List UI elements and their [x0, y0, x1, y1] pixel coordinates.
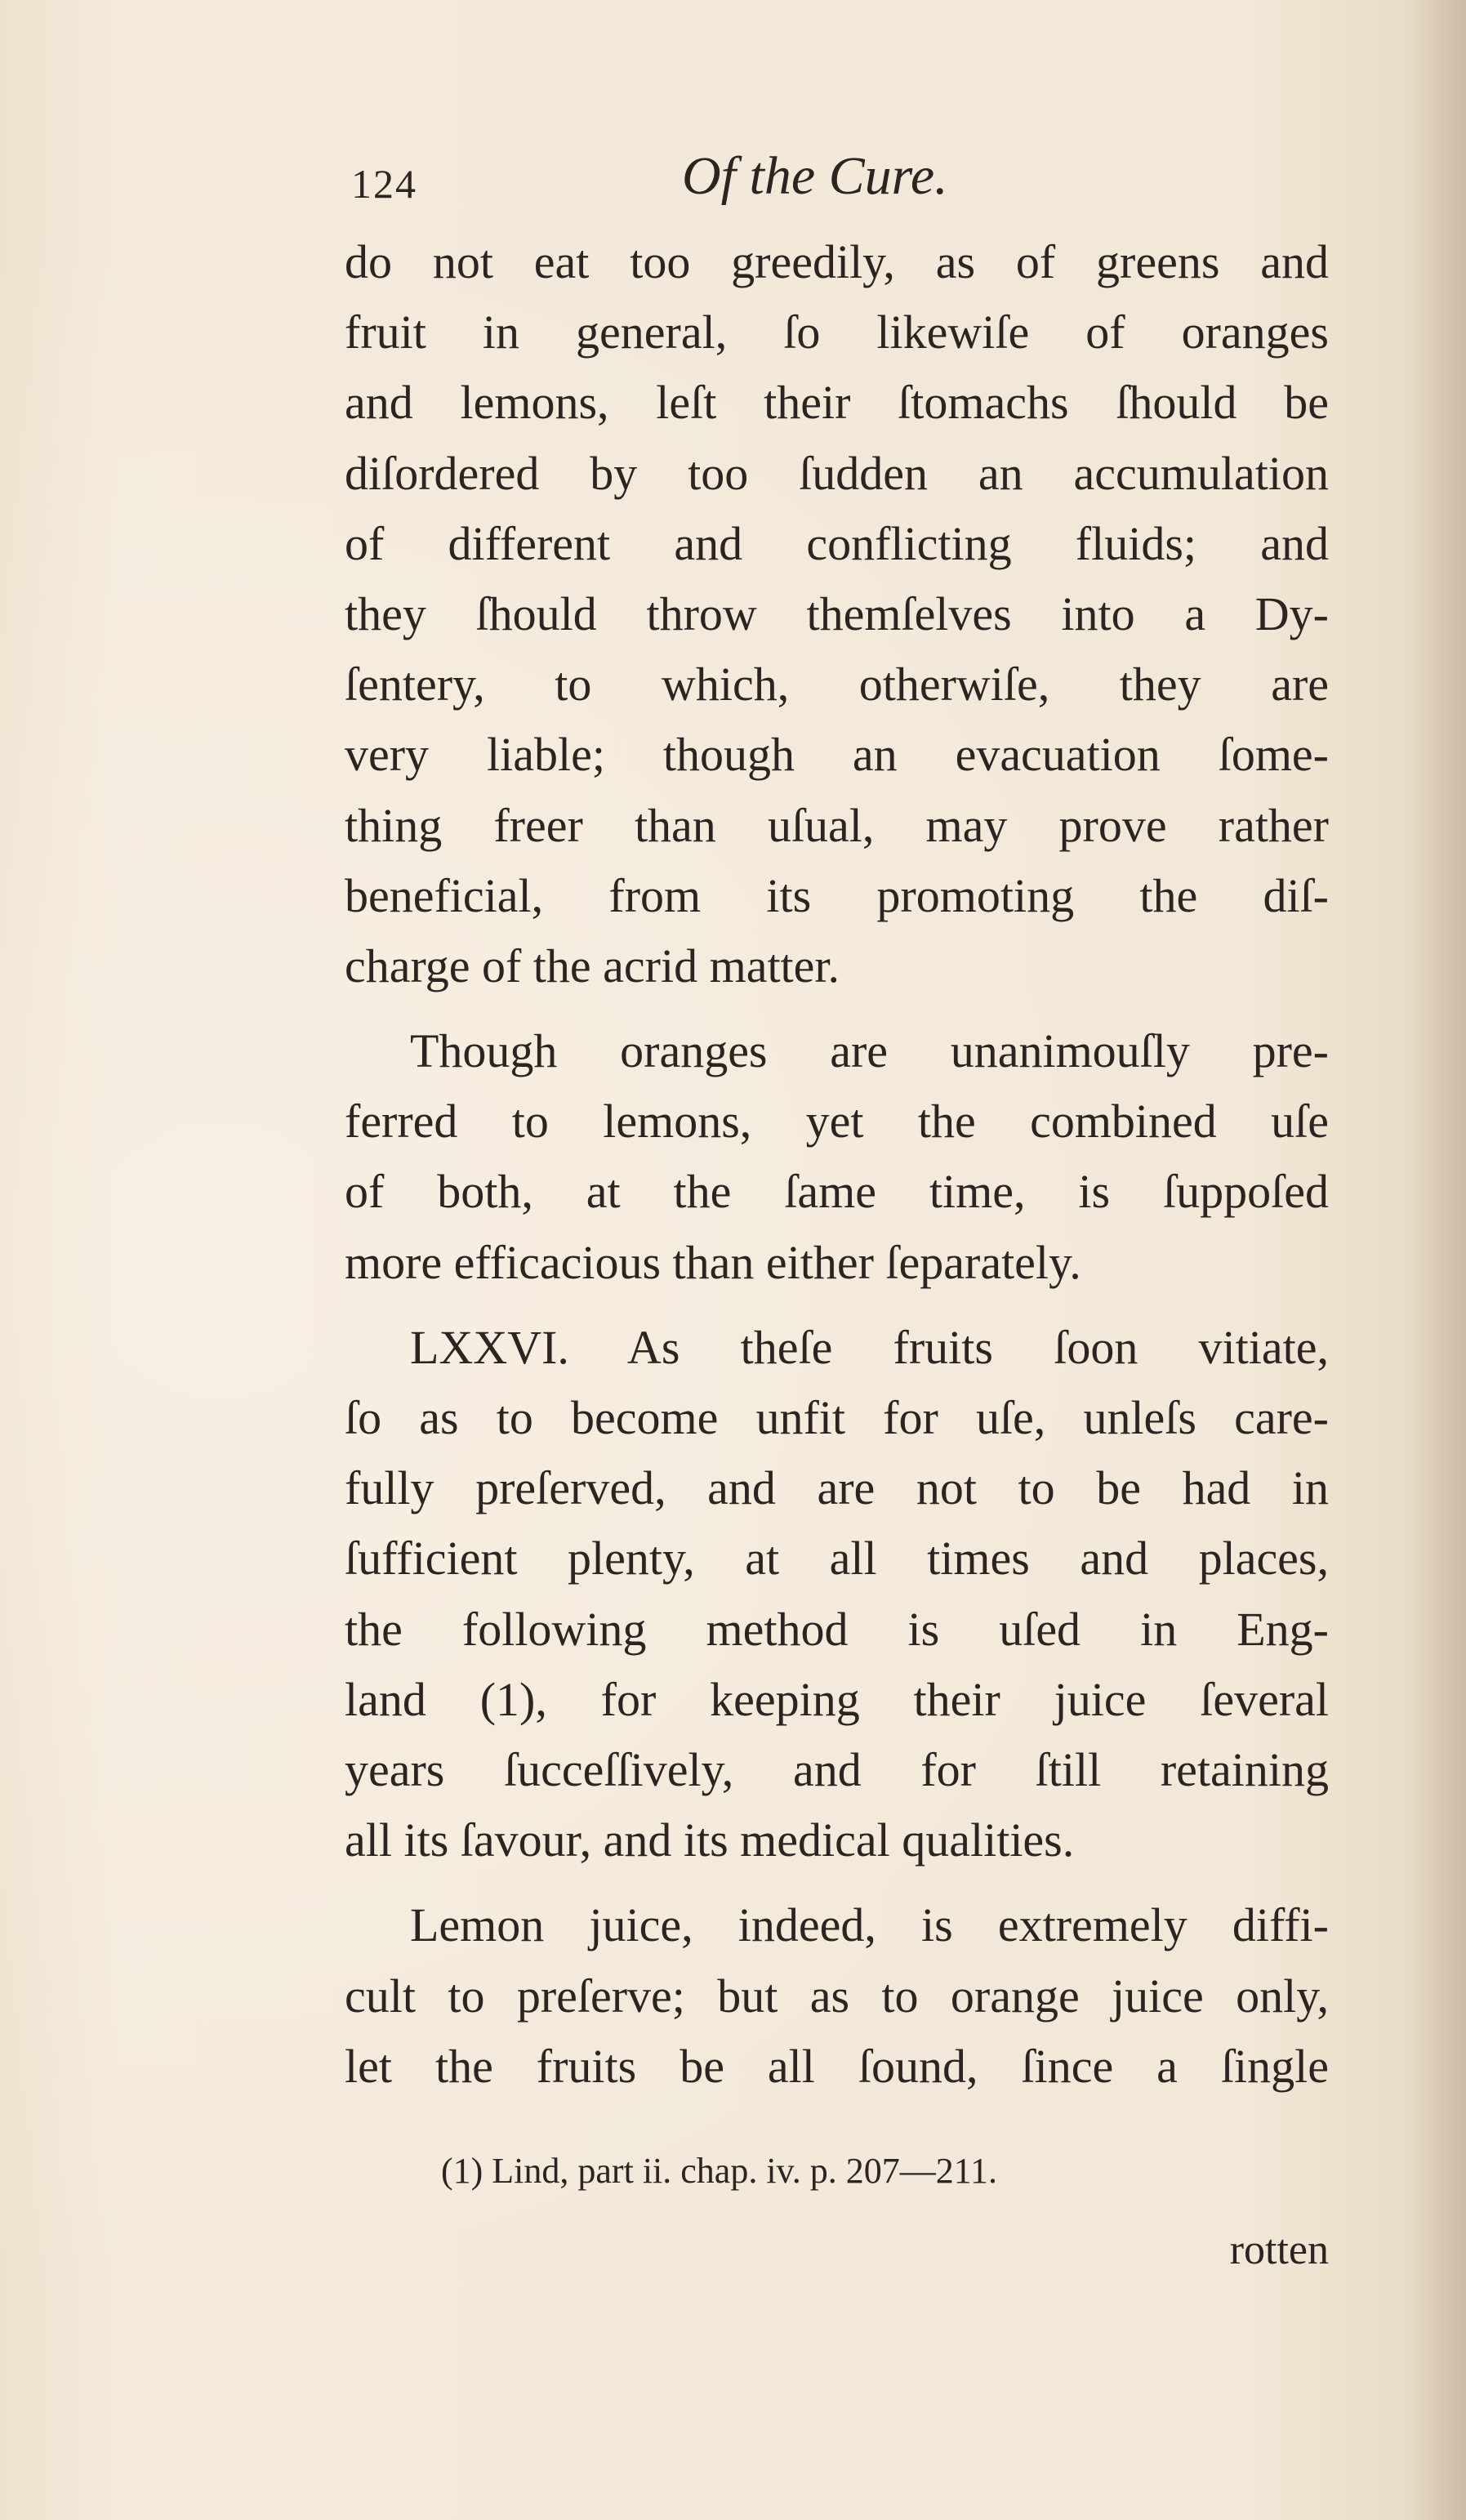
text-line: very liable; though an evacuation ſome- — [345, 728, 1329, 782]
text-line: they ſhould throw themſelves into a Dy- — [345, 587, 1329, 640]
text-line: Lemon juice, indeed, is extremely diffi- — [410, 1898, 1329, 1952]
text-line: charge of the acrid matter. — [345, 939, 840, 992]
text-line: diſordered by too ſudden an accumulation — [345, 446, 1329, 500]
page-number: 124 — [351, 161, 417, 207]
paragraph-3-section-lxxvi — [345, 1313, 1329, 1876]
text-line: Though oranges are unanimouſly pre- — [410, 1024, 1329, 1078]
running-title: Of the Cure. — [682, 146, 948, 206]
paragraph-1 — [345, 227, 1329, 1001]
catchword: rotten — [1229, 2227, 1329, 2273]
page-edge-shadow — [1409, 0, 1466, 2520]
body-text — [345, 227, 1329, 2102]
text-line: years ſucceſſively, and for ſtill retaining — [345, 1742, 1329, 1796]
text-line: of both, at the ſame time, is ſuppoſed — [345, 1165, 1329, 1219]
text-line: the following method is uſed in Eng- — [345, 1602, 1329, 1656]
text-line: ſentery, to which, otherwiſe, they are — [345, 658, 1329, 711]
text-line: cult to preſerve; but as to orange juice only, — [345, 1969, 1329, 2023]
text-line: LXXVI. As theſe fruits ſoon vitiate, — [410, 1320, 1329, 1374]
paragraph-4 — [345, 1890, 1329, 2102]
paragraph-2 — [345, 1016, 1329, 1298]
text-line: land (1), for keeping their juice ſeveral — [345, 1672, 1329, 1726]
text-line: let the fruits be all ſound, ſince a ſingle — [345, 2039, 1329, 2093]
text-line: ſo as to become unfit for uſe, unleſs care- — [345, 1391, 1329, 1444]
text-line: ſufficient plenty, at all times and places, — [345, 1532, 1329, 1586]
text-line: beneficial, from its promoting the diſ- — [345, 868, 1329, 922]
text-line: all its ſavour, and its medical qualities. — [345, 1813, 1075, 1867]
text-line: fully preſerved, and are not to be had in — [345, 1461, 1329, 1515]
running-head — [351, 145, 1331, 219]
text-line: do not eat too greedily, as of greens and — [345, 235, 1329, 288]
text-line: ferred to lemons, yet the combined uſe — [345, 1095, 1329, 1148]
text-line: thing freer than uſual, may prove rather — [345, 798, 1329, 852]
text-line: fruit in general, ſo likewiſe of oranges — [345, 306, 1329, 359]
text-line: of different and conflicting fluids; and — [345, 516, 1329, 570]
footnote: (1) Lind, part ii. chap. iv. p. 207—211. — [441, 2151, 998, 2191]
text-line: more efficacious than either ſeparately. — [345, 1235, 1081, 1289]
text-line: and lemons, leſt their ſtomachs ſhould be — [345, 376, 1329, 430]
